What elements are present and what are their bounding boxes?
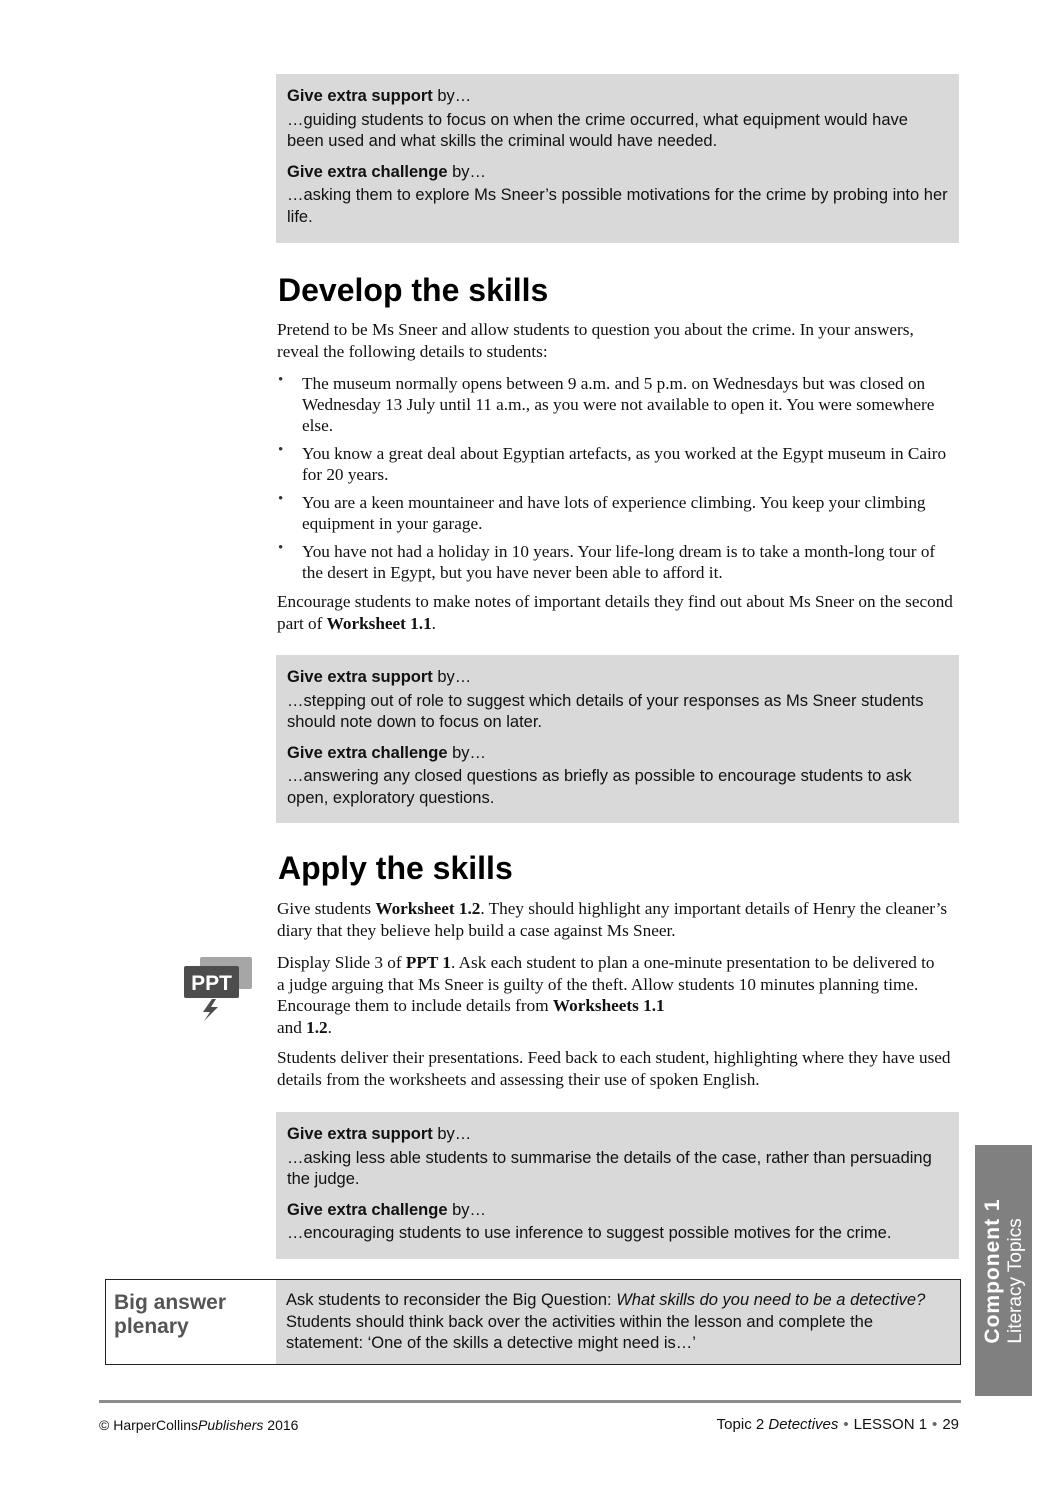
- apply-paragraph-1: Give students Worksheet 1.2. They should highlight any important details of Henry the cleaner’s diary that they believe help build a case against Ms Sneer.: [277, 899, 948, 940]
- list-item: • You are a keen mountaineer and have lots of experience climbing. You keep your climbing equipment in your garage.: [277, 492, 947, 534]
- apply-heading: Apply the skills: [278, 850, 513, 886]
- list-item: • You know a great deal about Egyptian artefacts, as you worked at the Egypt museum in Cairo for 20 years.: [277, 443, 947, 485]
- apply-paragraph-2: Display Slide 3 of PPT 1. Ask each student to plan a one-minute presentation to be delivered to a judge arguing that Ms Sneer is guilty of the theft. Allow students 10 minutes planning time. Encourage them to include details from Worksheets 1.1 and 1.2.: [277, 953, 935, 1037]
- plenary-title: Big answer plenary: [114, 1291, 227, 1338]
- ppt-icon: [182, 955, 254, 1025]
- big-answer-plenary: [105, 1279, 961, 1365]
- challenge-text: …asking them to explore Ms Sneer’s possible motivations for the crime by probing into her life.: [287, 186, 948, 226]
- support-heading: Give extra support by…: [287, 1125, 472, 1143]
- extra-support-box-1: [276, 74, 959, 243]
- list-item: • You have not had a holiday in 10 years. Your life-long dream is to take a month-long tour of the desert in Egypt, but you have never been able to afford it.: [277, 541, 947, 583]
- support-text: …asking less able students to summarise the details of the case, rather than persuading the judge.: [287, 1148, 932, 1188]
- develop-bullet-list: [277, 373, 947, 590]
- footer-divider: [99, 1400, 961, 1403]
- page-number: 29: [942, 1416, 959, 1433]
- support-text: …stepping out of role to suggest which details of your responses as Ms Sneer students should note down to focus on later.: [287, 691, 924, 731]
- develop-heading: Develop the skills: [278, 272, 549, 308]
- ppt-label: PPT: [191, 972, 232, 995]
- extra-support-box-3: [276, 1112, 959, 1259]
- challenge-text: …answering any closed questions as briefly as possible to encourage students to ask open, exploratory questions.: [287, 767, 912, 807]
- challenge-text: …encouraging students to use inference to suggest possible motives for the crime.: [287, 1224, 892, 1242]
- challenge-heading: Give extra challenge by…: [287, 1200, 487, 1219]
- challenge-heading: Give extra challenge by…: [287, 743, 487, 762]
- challenge-heading: Give extra challenge by…: [287, 162, 487, 181]
- support-heading: Give extra support by…: [287, 87, 472, 105]
- list-item: • The museum normally opens between 9 a.m. and 5 p.m. on Wednesdays but was closed on Wednesday 13 July until 11 a.m., as you were not available to open it. You were somewhere else.: [277, 373, 947, 436]
- extra-support-box-2: [276, 655, 959, 823]
- side-tab-topic: Literacy Topics: [1004, 1217, 1026, 1344]
- support-text: …guiding students to focus on when the crime occurred, what equipment would have been used and what skills the criminal would have needed.: [287, 110, 908, 150]
- plenary-text: Ask students to reconsider the Big Question: What skills do you need to be a detective? Students should think back over the activities within the lesson and complete the statement: ‘One of the skills a detective might need is…’: [276, 1280, 960, 1364]
- apply-paragraph-3: Students deliver their presentations. Feed back to each student, highlighting where they have used details from the worksheets and assessing their use of spoken English.: [277, 1048, 951, 1089]
- support-heading: Give extra support by…: [287, 668, 472, 686]
- component-side-tab: [975, 1145, 1032, 1396]
- footer-copyright: © HarperCollinsPublishers 2016: [99, 1417, 299, 1433]
- develop-intro: Pretend to be Ms Sneer and allow students to question you about the crime. In your answers, reveal the following details to students:: [277, 320, 914, 361]
- side-tab-component: Component 1: [980, 1197, 1004, 1344]
- develop-outro: Encourage students to make notes of important details they find out about Ms Sneer on the second part of Worksheet 1.1.: [277, 592, 953, 633]
- footer-lesson-info: Topic 2 Detectives • LESSON 1 • 29: [716, 1416, 959, 1433]
